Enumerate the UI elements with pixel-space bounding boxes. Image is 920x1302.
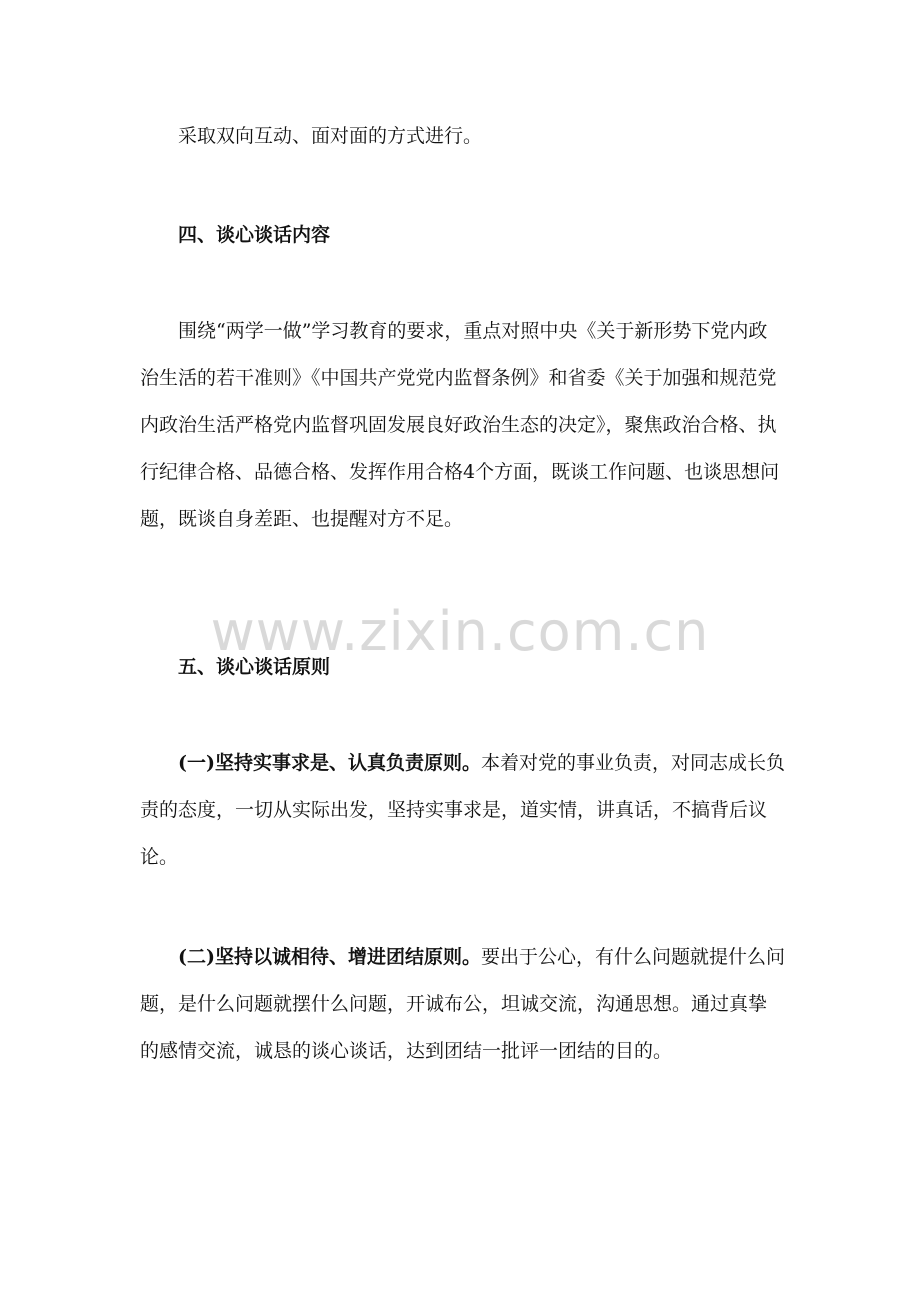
item-1-body: 本着对党的事业负责，对同志成长负责的态度，一切从实际出发，坚持实事求是，道实情，讲真话，不搞背后议论。 [140,752,785,868]
intro-paragraph: 采取双向互动、面对面的方式进行。 [178,125,483,147]
item-1-title: (一)坚持实事求是、认真负责原则。 [178,752,481,774]
item-2-body: 要出于公心，有什么问题就提什么问题，是什么问题就摆什么问题，开诚布公，坦诚交流，沟通思想。通过真挚的感情交流，诚恳的谈心谈话，达到团结一批评一团结的目的。 [140,946,785,1062]
item-2-title: (二)坚持以诚相待、增进团结原则。 [178,946,481,968]
section-5-item-1 [140,740,785,881]
section-4-body: 围绕“两学一做”学习教育的要求，重点对照中央《关于新形势下党内政治生活的若干准则》《中国共产党党内监督条例》和省委《关于加强和规范党内政治生活严格党内监督巩固发展良好政治生态的决定》，聚焦政治合格、执行纪律合格、品德合格、发挥作用合格4个方面，既谈工作问题、也谈思想问题，既谈自身差距、也提醒对方不足。 [140,320,780,530]
section-5-item-2 [140,934,785,1075]
watermark: www.zixin.com.cn [210,600,710,663]
section-4-heading: 四、谈心谈话内容 [178,224,331,246]
section-5-heading: 五、谈心谈话原则 [178,656,331,678]
